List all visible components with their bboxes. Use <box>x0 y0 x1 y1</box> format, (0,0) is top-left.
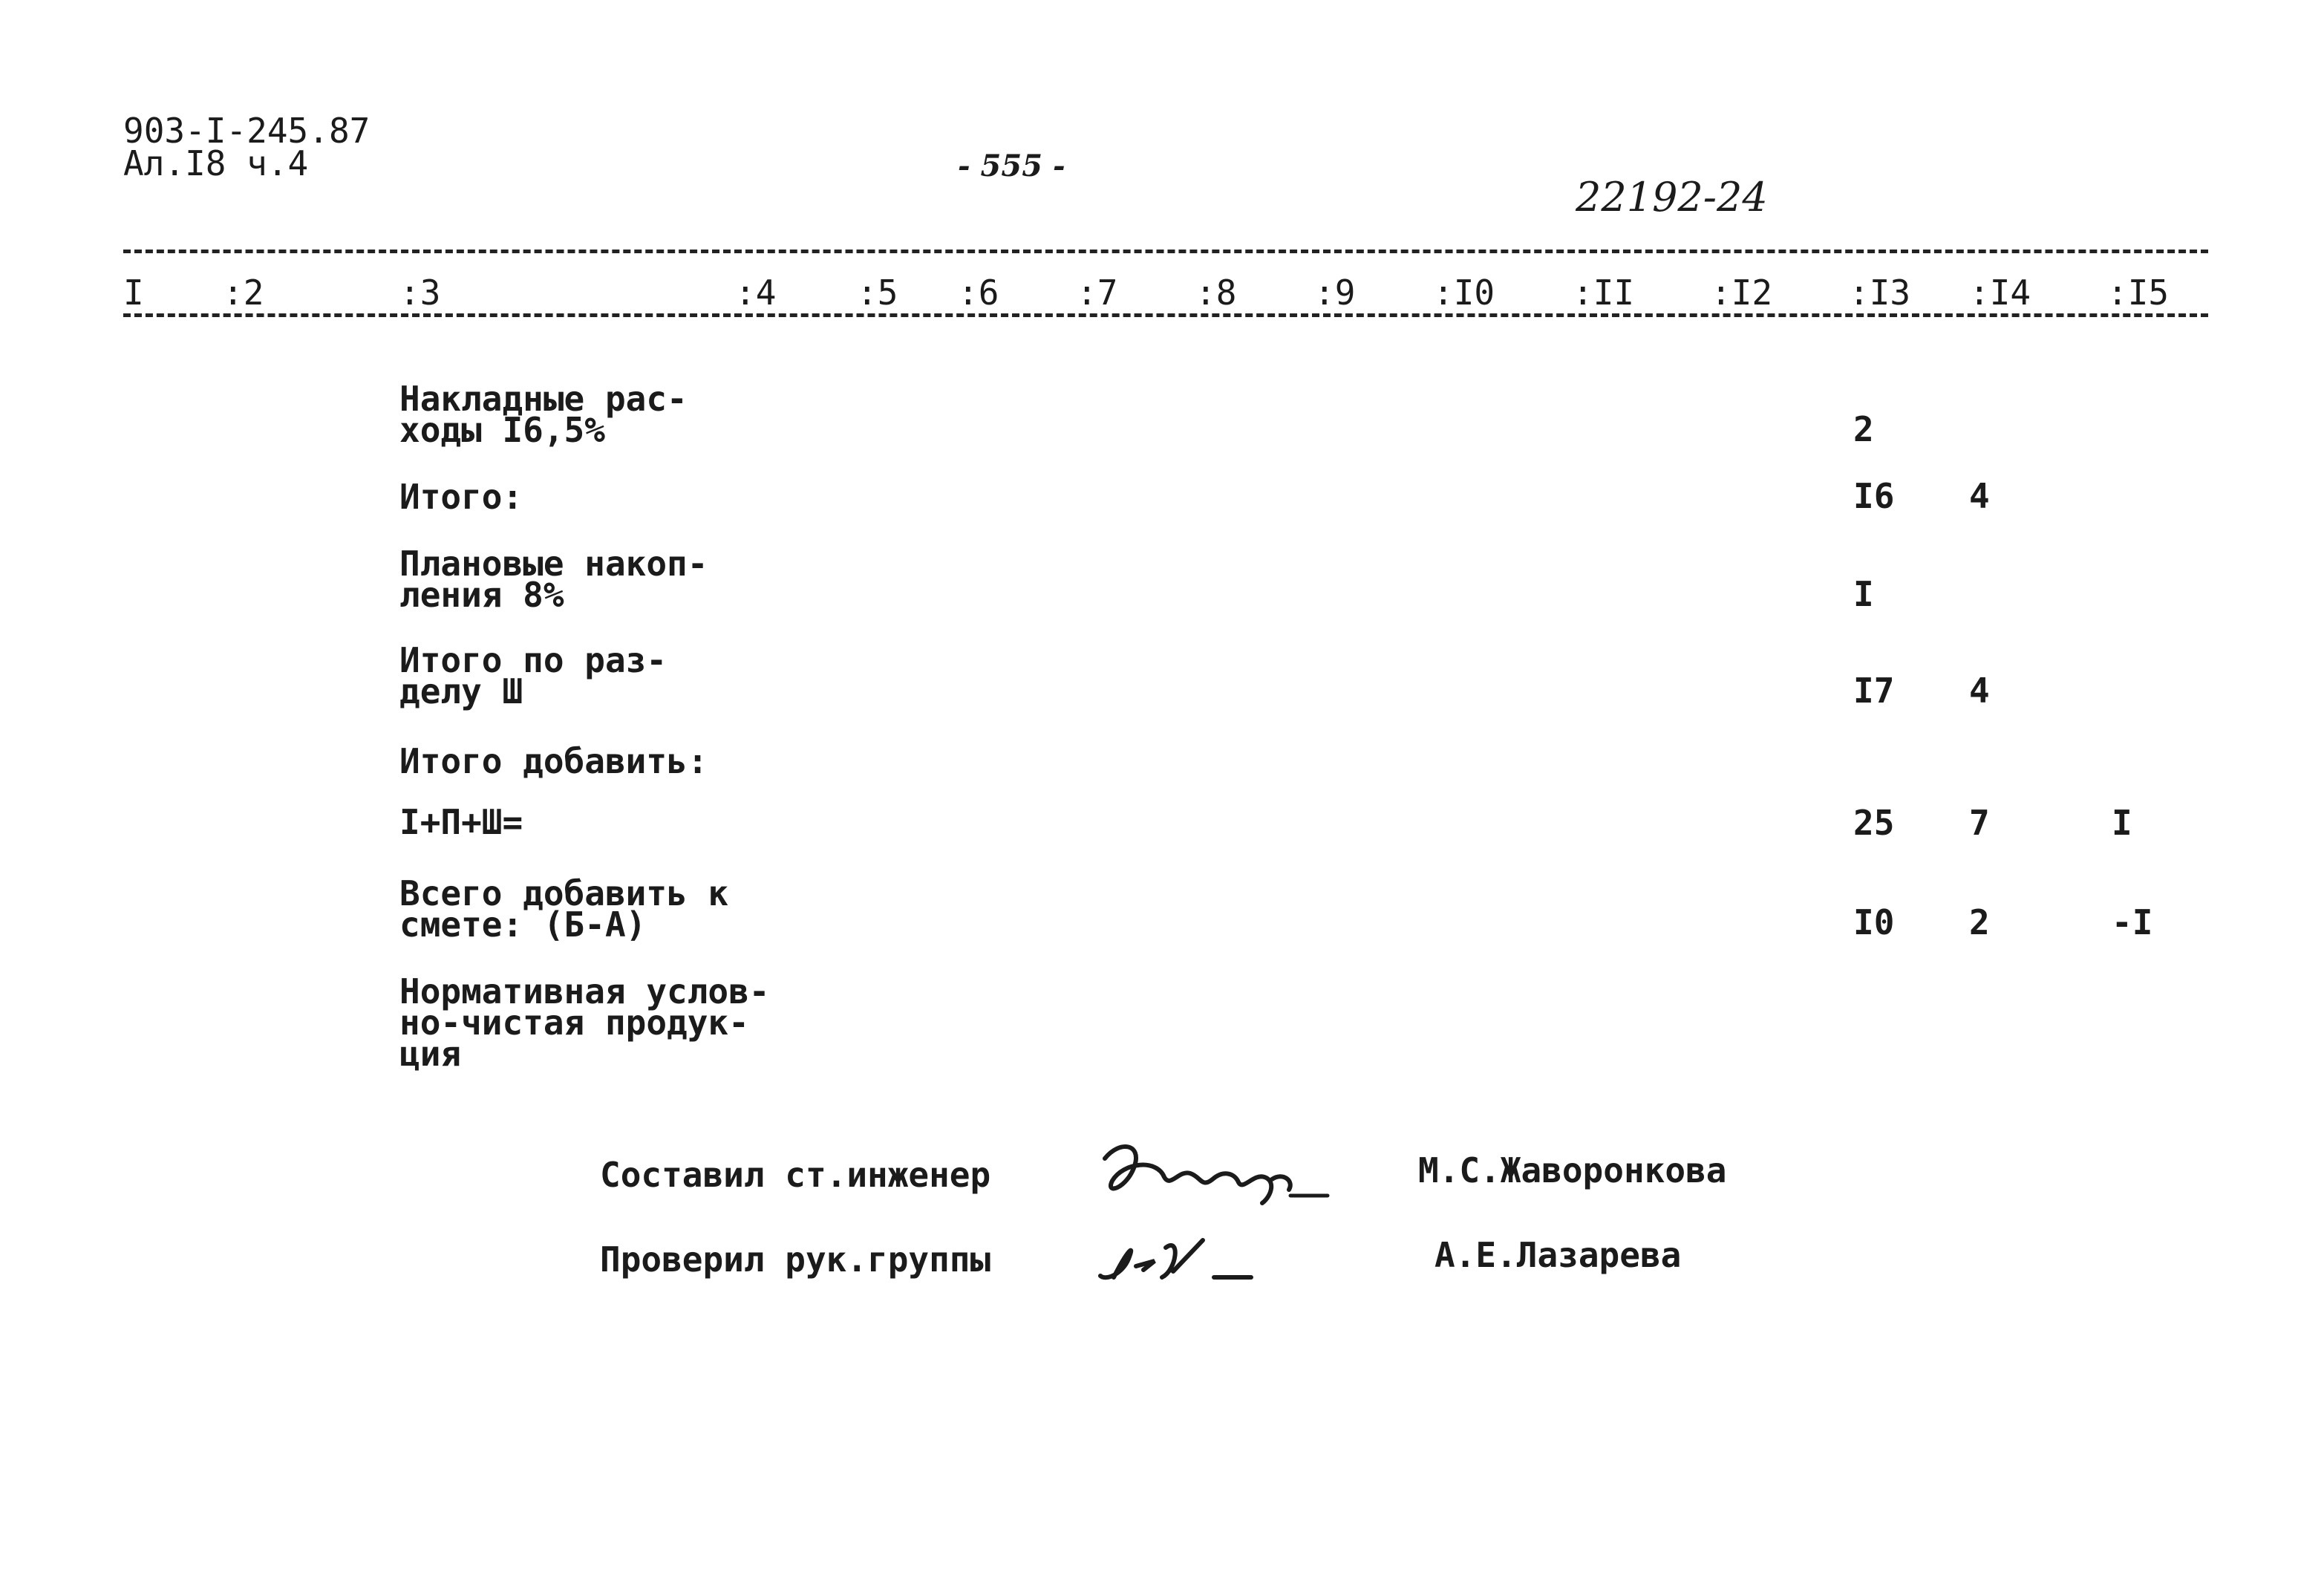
row-label: Нормативная услов- но-чистая продук- ция <box>399 971 770 1074</box>
document-code: 903-I-245.87 <box>123 111 371 151</box>
cell-col15: -I <box>2112 902 2153 942</box>
cell-col15: I <box>2112 803 2132 843</box>
signature-compiler <box>1090 1136 1335 1218</box>
table-header-rule <box>123 313 2208 317</box>
cell-col13: I7 <box>1853 671 1895 711</box>
column-header: :6 <box>958 273 999 313</box>
page-number: - 555 - <box>958 149 1065 183</box>
cell-col14: 2 <box>1969 902 1990 942</box>
column-header: :I0 <box>1433 273 1495 313</box>
cell-col13: I6 <box>1853 476 1895 516</box>
column-header: :I5 <box>2107 273 2170 313</box>
compiled-by-role: Составил ст.инженер <box>600 1155 991 1195</box>
row-label: Итого по раз- делу Ш <box>399 640 668 711</box>
column-header: :4 <box>735 273 777 313</box>
cell-col13: I0 <box>1853 902 1895 942</box>
column-header: :II <box>1573 273 1635 313</box>
compiler-name: М.С.Жаворонкова <box>1418 1150 1727 1190</box>
handwritten-number: 22192-24 <box>1576 174 1768 221</box>
checker-name: А.Е.Лазарева <box>1434 1235 1682 1275</box>
sheet-reference: Ал.I8 ч.4 <box>123 143 309 183</box>
cell-col13: 2 <box>1853 409 1874 449</box>
row-label: Всего добавить к смете: (Б-А) <box>399 873 729 945</box>
cell-col14: 4 <box>1969 671 1990 711</box>
column-header: :9 <box>1314 273 1356 313</box>
column-header: :I4 <box>1969 273 2031 313</box>
cell-col13: 25 <box>1853 803 1895 843</box>
row-label: Итого: <box>399 477 523 517</box>
column-header: :3 <box>399 273 441 313</box>
row-label: Накладные рас- ходы I6,5% <box>399 379 688 450</box>
column-header: I <box>123 273 144 313</box>
column-header: :I3 <box>1849 273 1911 313</box>
column-header: :5 <box>857 273 898 313</box>
cell-col14: 4 <box>1969 476 1990 516</box>
row-label: Плановые накоп- ления 8% <box>399 544 708 615</box>
table-top-rule <box>123 250 2208 253</box>
checked-by-role: Проверил рук.группы <box>600 1239 991 1280</box>
column-header: :I2 <box>1711 273 1773 313</box>
cell-col13: I <box>1853 574 1874 614</box>
signature-checker <box>1091 1225 1285 1292</box>
row-label: Итого добавить: <box>399 741 708 781</box>
row-label: I+П+Ш= <box>399 802 523 842</box>
column-header: :2 <box>223 273 264 313</box>
cell-col14: 7 <box>1969 803 1990 843</box>
column-header: :7 <box>1077 273 1118 313</box>
column-header: :8 <box>1195 273 1237 313</box>
